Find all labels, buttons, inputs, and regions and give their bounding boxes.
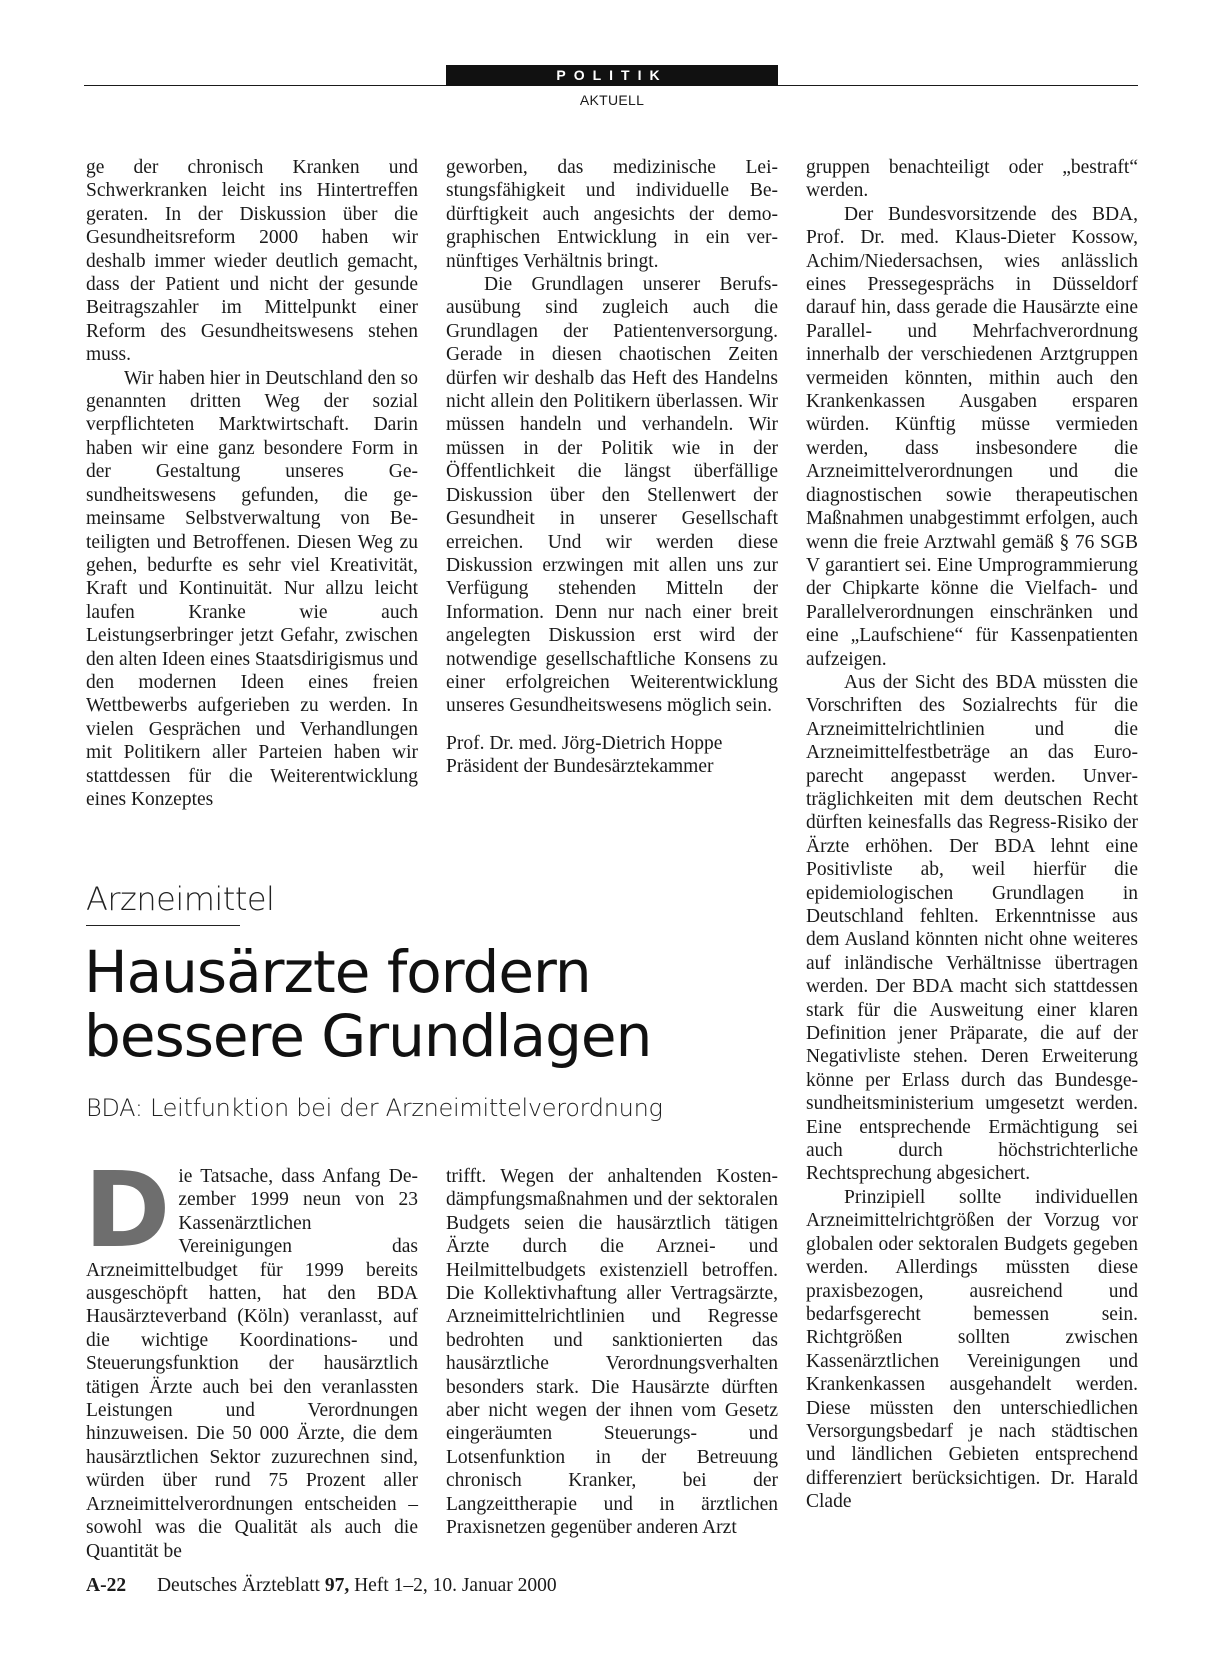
paragraph: gruppen benachteiligt oder „bestraft“ werden. [806, 157, 1138, 202]
drop-cap: D [84, 1149, 171, 1271]
paragraph: Der Bundesvorsitzende des BDA, Prof. Dr. med. Klaus-Dieter Kossow, Achim/Niedersachsen, wies anlässlich eines Pressegesprächs in Düsseldorf darauf hin, dass gerade die Hausärzte eine Parallel- und Mehrfachverordnung innerhalb der verschiedenen Arztgruppen vermeiden könnten, mithin auch den Krankenkassen Ausgaben ersparen würden. Künftig müsse vermieden werden, dass insbesondere die Arzneimittelverordnungen und die diagnostischen sowie therapeutischen Maßnahmen unabgestimmt erfolgen, auch wenn die freie Arztwahl gemäß § 76 SGB V garantiert sei. Eine Umprogrammierung der Chipkarte könne die Vielfach- und Parallelverordnungen einschränken und eine „Laufschiene“ für Kassenpatienten aufzeigen. [806, 203, 1138, 670]
paragraph: geworben, das medizinische Leistungsfähigkeit und individuelle Bedürftigkeit auch angesichts der demographischen Entwicklung in ein vernünftiges Verhältnis bringt. [446, 157, 778, 272]
page-number: A-22 [86, 1575, 127, 1596]
journal-issue: Heft 1–2, 10. Januar 2000 [354, 1575, 557, 1596]
article-column-1 [84, 1149, 418, 1563]
headline-line-2: bessere Grundlagen [84, 1002, 652, 1070]
journal-volume: 97, [324, 1575, 350, 1596]
paragraph: ge der chronisch Kranken und Schwerkranken leicht ins Hintertreffen geraten. In der Diskussion über die Gesundheitsreform 2000 haben wir deshalb immer wieder deutlich gemacht, dass der Patient und nicht der gesunde Beitragszahler im Mittelpunkt einer Reform des Gesundheitswesens stehen muss. [86, 157, 418, 366]
article-column-3 [806, 156, 1138, 1514]
previous-article-column-1 [86, 156, 418, 811]
lead-text: ie Tatsache, dass Anfang Dezember 1999 neun von 23 Kassenärztlichen Vereinigungen das Arzneimittelbudget für 1999 bereits ausgeschöpft hatten, hat den BDA Hausärzteverband (Köln) veranlasst, auf die wichtige Koordinations- und Steuerungsfunktion der hausärztlich tätigen Ärzte auch bei den veranlassten Leistungen und Verordnungen hinzuweisen. Die 50 000 Ärzte, die dem hausärztlichen Sektor zuzurechnen sind, würden über rund 75 Prozent aller Arzneimittelverordnungen entscheiden – sowohl was die Qualität als auch die Quantität be [86, 1166, 418, 1562]
headline-line-1: Hausärzte fordern [84, 938, 591, 1006]
page-footer [86, 1575, 557, 1597]
paragraph: Prinzipiell sollte individuellen Arzneimittelrichtgrößen der Vorzug vor globalen oder sektoralen Budgets gegeben werden. Allerdings müssten diese praxisbezogen, ausreichend und bedarfsgerecht bemessen sein. Richtgrößen sollten zwischen Kassenärztlichen Vereinigungen und Krankenkassen ausgehandelt werden. Diese müssten den unterschiedlichen Versorgungsbedarf je nach städtischen und ländlichen Gebieten entsprechend differenziert berücksichtigen. Dr. Harald Clade [806, 1186, 1138, 1513]
paragraph: Wir haben hier in Deutschland den so genannten dritten Weg der sozial verpflichteten Marktwirtschaft. Darin haben wir eine ganz besondere Form in der Gestaltung unseres Gesundheitswesens gefunden, die gemeinsame Selbstverwaltung von Beteiligten und Betroffenen. Diesen Weg zu gehen, bedurfte es sehr viel Kreativität, Kraft und Kontinuität. Nur allzu leicht laufen Kranke wie auch Leistungserbringer jetzt Gefahr, zwischen den alten Ideen eines Staatsdirigismus und den modernen Ideen eines freien Wettbewerbs aufgerieben zu werden. In vielen Gesprächen und Verhandlungen mit Politikern aller Parteien haben wir stattdessen für die Weiterentwicklung eines Konzeptes [86, 367, 418, 810]
journal-name: Deutsches Ärzteblatt [156, 1575, 320, 1596]
signature-name: Prof. Dr. med. Jörg-Dietrich Hoppe [446, 732, 723, 754]
lead-paragraph [84, 1149, 418, 1563]
article-kicker: Arzneimittel [86, 880, 275, 918]
article-column-2 [446, 1165, 778, 1540]
paragraph: Aus der Sicht des BDA müssten die Vorschriften des Sozialrechts für die Arzneimittelrichtlinien und die Arzneimittelfestbeträge an das Europarecht angepasst werden. Unverträglichkeiten mit dem deutschen Recht dürften keinesfalls das Regress-Risiko der Ärzte erhöhen. Der BDA lehnt eine Positivliste ab, weil hierfür die epidemiologischen Grundlagen in Deutschland fehlten. Erkenntnisse aus dem Ausland könnten nicht ohne weiteres auf inländische Verhältnisse übertragen werden. Der BDA macht sich stattdessen stark für die Ausweitung einer klaren Definition jener Präparate, die auf der Negativliste stehen. Deren Erweiterung könne per Erlass durch das Bundesgesundheitsministerium umgesetzt werden. Eine entsprechende Ermächtigung sei auch durch höchstrichterliche Rechtsprechung abgesichert. [806, 671, 1138, 1185]
section-label: POLITIK [446, 65, 778, 86]
paragraph: Die Grundlagen unserer Berufsausübung sind zugleich auch die Grundlagen der Patientenversorgung. Gerade in diesen chaotischen Zeiten dürfen wir deshalb das Heft des Handelns nicht allein den Politikern überlassen. Wir müssen handeln und verhandeln. Wir müssen in der Politik wie in der Öffentlichkeit die längst überfällige Diskussion über den Stellenwert der Gesundheit in unserer Gesellschaft erreichen. Und wir werden diese Diskussion erzwingen mit allen uns zur Verfügung stehenden Mitteln der Information. Denn nur nach einer breit angelegten Diskussion erst wird der notwendige gesellschaftliche Konsens zu einer erfolgreichen Weiterentwicklung unseres Gesundheitswesens möglich sein. [446, 274, 778, 717]
article-headline [84, 940, 764, 1068]
kicker-underline [86, 925, 240, 926]
article-subheadline: BDA: Leitfunktion bei der Arzneimittelverordnung [86, 1094, 663, 1122]
subsection-label: AKTUELL [579, 92, 645, 108]
paragraph: trifft. Wegen der anhaltenden Kostendämpfungsmaßnahmen und der sektoralen Budgets seien die hausärztlich tätigen Ärzte durch die Arznei- und Heilmittelbudgets existenziell betroffen. Die Kollektivhaftung aller Vertragsärzte, Arzneimittelrichtlinien und Regresse bedrohten und sanktionierten das hausärztliche Verordnungsverhalten besonders stark. Die Hausärzte dürften aber nicht wegen der ihnen vom Gesetz eingeräumten Steuerungs- und Lotsenfunktion in der Betreuung chronisch Kranker, bei der Langzeittherapie und in ärztlichen Praxisnetzen gegenüber anderen Arzt [446, 1166, 778, 1539]
signature-role: Präsident der Bundesärztekammer [446, 756, 714, 778]
previous-article-column-2 [446, 156, 778, 779]
